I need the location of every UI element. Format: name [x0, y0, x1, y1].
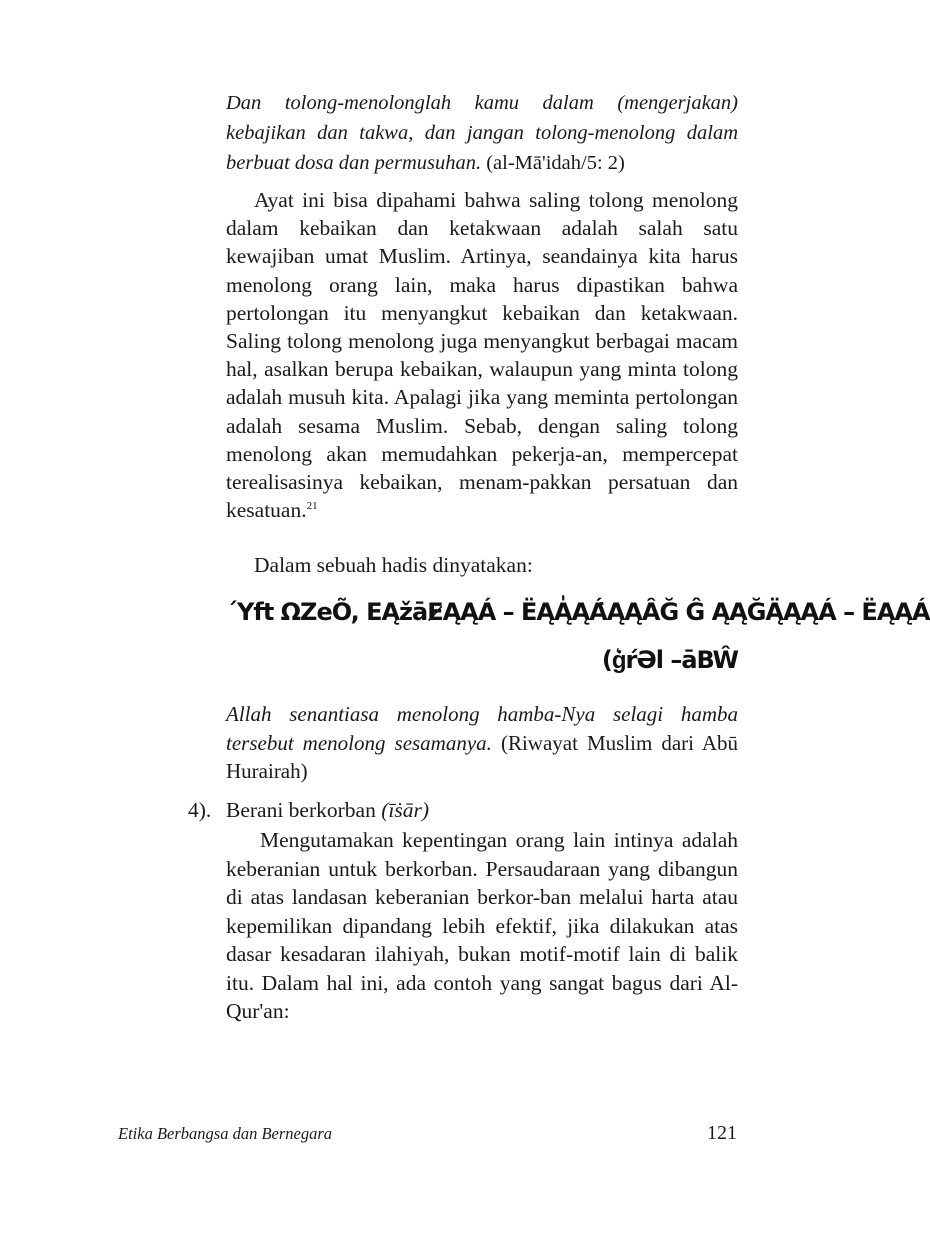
list-item-title [226, 798, 429, 823]
quran-translation-quote [226, 88, 738, 178]
translation-text: Allah senantiasa menolong hamba-Nya selagi hamba tersebut menolong sesamanya. [226, 702, 738, 755]
arabic-hadith-line-2: (ġ͛ŕƏl –āBŴ [601, 646, 738, 674]
footer-page-number: 121 [707, 1122, 737, 1144]
paragraph-1 [226, 186, 738, 524]
list-item-number: 4). [188, 798, 212, 822]
quote-citation: (al-Mā'idah/5: 2) [486, 152, 625, 174]
hadith-intro: Dalam sebuah hadis dinyatakan: [254, 553, 533, 577]
paragraph-2-text: Mengutamakan kepentingan orang lain intinya adalah keberanian untuk berkorban. Persaudaraan yang dibangun di atas landasan keberanian berkor-ban melalui harta atau kepemilikan dipandang lebih efektif, jika dilakukan atas dasar kesadaran ilahiyah, bukan motif-motif lain di balik itu. Dalam hal ini, ada contoh yang sangat bagus dari Al-Qur'an: [226, 828, 738, 1023]
arabic-hadith-line-1: ´Yft ΩZeÕ, EĄžāE̷ĄĄÁ – ËĄĄ̍ĄÁ̇ĄĄÂĞ Ĝ ĄĄĞĄ̈ĄĄÁ – ËĄĄÁ [226, 598, 930, 626]
quote-text: Dan tolong-menolonglah kamu dalam (mengerjakan) kebajikan dan takwa, dan jangan tolong-menolong dalam berbuat dosa dan permusuhan. [226, 92, 738, 174]
item-title-term: (īṡār) [381, 798, 429, 822]
paragraph-1-text: Ayat ini bisa dipahami bahwa saling tolong menolong dalam kebaikan dan ketakwaan adalah salah satu kewajiban umat Muslim. Artinya, seandainya kita harus menolong orang lain, maka harus dipastikan bahwa pertolongan itu menyangkut kebaikan dan ketakwaan. Saling tolong menolong juga menyangkut berbagai macam hal, asalkan berupa kebaikan, walaupun yang minta tolong adalah musuh kita. Apalagi jika yang meminta pertolongan adalah sesama Muslim. Sebab, dengan saling tolong menolong akan memudahkan pekerja-an, mempercepat terealisasinya kebaikan, menam-pakkan persatuan dan kesatuan. [226, 188, 738, 523]
translation-citation: (Riwayat Muslim dari Abū Hurairah) [226, 730, 738, 783]
hadith-translation [226, 700, 738, 786]
item-title-text: Berani berkorban [226, 798, 376, 822]
footer-book-title: Etika Berbangsa dan Bernegara [118, 1124, 333, 1143]
footnote-marker: 21 [306, 500, 318, 513]
paragraph-2 [226, 826, 738, 1026]
